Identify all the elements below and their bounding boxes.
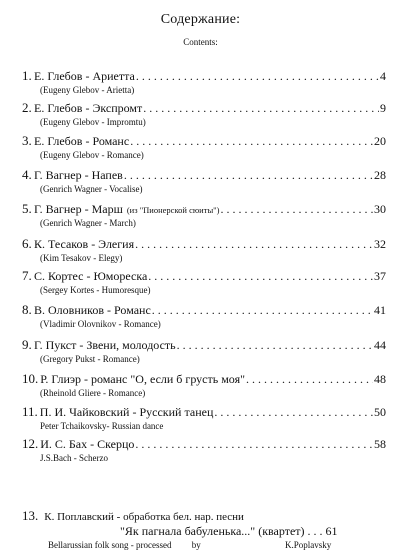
toc-entry-line — [22, 436, 386, 452]
contents-subtitle: Contents: — [183, 37, 218, 47]
toc-entry-page: 28 — [374, 168, 386, 182]
toc-entry-english: (Rheinold Gliere - Romance) — [40, 388, 146, 398]
toc-entry-line — [22, 68, 386, 84]
toc-entry-leader-dots — [152, 303, 373, 318]
toc-entry-leader-dots — [214, 405, 373, 420]
toc-entry-title: К. Тесаков - Элегия — [34, 237, 135, 251]
toc-entry-english — [48, 540, 332, 550]
toc-entry-number: 2. — [22, 100, 32, 115]
toc-entry-line — [22, 201, 386, 217]
toc-entry-number: 13. — [22, 508, 39, 523]
toc-entry-title: Е. Глебов - Ариетта — [34, 69, 135, 83]
toc-entry-title: П. И. Чайковский - Русский танец — [39, 405, 214, 419]
toc-entry-number: 3. — [22, 133, 32, 148]
toc-entry-line — [22, 236, 386, 252]
toc-entry-number: 4. — [22, 167, 32, 182]
toc-entry-title: К. Поплавский - обработка бел. нар. песни — [44, 511, 244, 523]
toc-entry-title: Г. Вагнер - Напев — [34, 168, 123, 182]
toc-entry-title: Е. Глебов - Романс — [34, 134, 130, 148]
toc-entry-page: 41 — [374, 303, 386, 317]
toc-entry-leader-dots — [135, 237, 373, 252]
toc-entry-english: (Eugeny Glebov - Romance) — [40, 150, 144, 160]
toc-entry-english: Peter Tchaikovsky- Russian dance — [40, 421, 164, 431]
toc-entry-english: (Genrich Wagner - Vocalise) — [40, 184, 143, 194]
toc-entry-leader-dots — [246, 372, 373, 387]
toc-entry-leader-dots — [130, 134, 373, 149]
toc-entry-english: (Gregory Pukst - Romance) — [40, 354, 140, 364]
toc-entry-number: 11. — [22, 404, 38, 419]
toc-entry-page: 9 — [380, 101, 386, 115]
toc-entry-number: 10. — [22, 371, 39, 386]
toc-entry-title: Р. Глиэр - романс "О, если б грусть моя" — [40, 372, 245, 386]
toc-entry-line — [22, 268, 386, 284]
toc-entry-title: Е. Глебов - Экспромт — [34, 101, 143, 115]
toc-entry-dots: . . . — [307, 524, 326, 538]
toc-entry-english: (Eugeny Glebov - Impromtu) — [40, 117, 146, 127]
contents-title: Содержание: — [160, 12, 241, 27]
toc-entry-english: (Eugeny Glebov - Arietta) — [40, 85, 135, 95]
toc-entry-number: 8. — [22, 302, 32, 317]
toc-entry-page: 20 — [374, 134, 386, 148]
toc-entry-english: (Vladimir Olovnikov - Romance) — [40, 319, 161, 329]
toc-entry-line — [22, 302, 386, 318]
toc-entry-english: (Genrich Wagner - March) — [40, 218, 136, 228]
toc-entry-page: 30 — [374, 202, 386, 216]
toc-entry-leader-dots — [220, 202, 373, 217]
toc-entry-line — [22, 100, 386, 116]
toc-entry-page: 50 — [374, 405, 386, 419]
toc-entry-song: "Як пагнала бабуленька..." (квартет) — [120, 524, 305, 538]
toc-entry-number: 1. — [22, 68, 32, 83]
toc-entry-line — [22, 404, 386, 420]
toc-entry-leader-dots — [136, 69, 379, 84]
toc-entry-title-note: (из "Пионерской сюиты") — [126, 205, 220, 215]
toc-entry-line — [22, 371, 386, 387]
toc-entry-page: 44 — [374, 338, 386, 352]
toc-entry-number: 7. — [22, 268, 32, 283]
toc-entry-line — [22, 337, 386, 353]
toc-entry-number: 6. — [22, 236, 32, 251]
toc-entry-page: 32 — [374, 237, 386, 251]
toc-entry-page: 48 — [374, 372, 386, 386]
toc-entry-number: 12. — [22, 436, 39, 451]
toc-entry-english-author: K.Poplavsky — [285, 540, 332, 550]
toc-entry-page: 37 — [374, 269, 386, 283]
toc-entry-title: И. С. Бах - Скерцо — [40, 437, 135, 451]
toc-entry-page: 58 — [374, 437, 386, 451]
toc-entry-english: J.S.Bach - Scherzo — [40, 453, 108, 463]
toc-entry-english: (Kim Tesakov - Elegy) — [40, 253, 123, 263]
toc-entry-line — [22, 167, 386, 183]
toc-entry-title: Г. Пукст - Звени, молодость — [34, 338, 176, 352]
toc-entry-line — [22, 508, 244, 524]
toc-entry-leader-dots — [124, 168, 373, 183]
toc-entry-english-title: Bellarussian folk song - processed — [48, 540, 172, 550]
toc-entry-number: 5. — [22, 201, 32, 216]
toc-entry-title: В. Оловников - Романс — [34, 303, 151, 317]
toc-entry-title: Г. Вагнер - Марш — [34, 202, 123, 216]
toc-entry-song-line — [120, 524, 338, 539]
toc-entry-leader-dots — [177, 338, 373, 353]
toc-entry-leader-dots — [135, 437, 373, 452]
toc-entry-leader-dots — [143, 101, 379, 116]
toc-entry-number: 9. — [22, 337, 32, 352]
toc-entry-english: (Sergey Kortes - Humoresque) — [40, 285, 151, 295]
toc-entry-line — [22, 133, 386, 149]
toc-entry-title: С. Кортес - Юмореска — [34, 269, 148, 283]
toc-entry-leader-dots — [148, 269, 373, 284]
toc-entry-page: 61 — [325, 524, 338, 538]
toc-entry-english-by: by — [191, 540, 201, 550]
toc-entry-page: 4 — [380, 69, 386, 83]
